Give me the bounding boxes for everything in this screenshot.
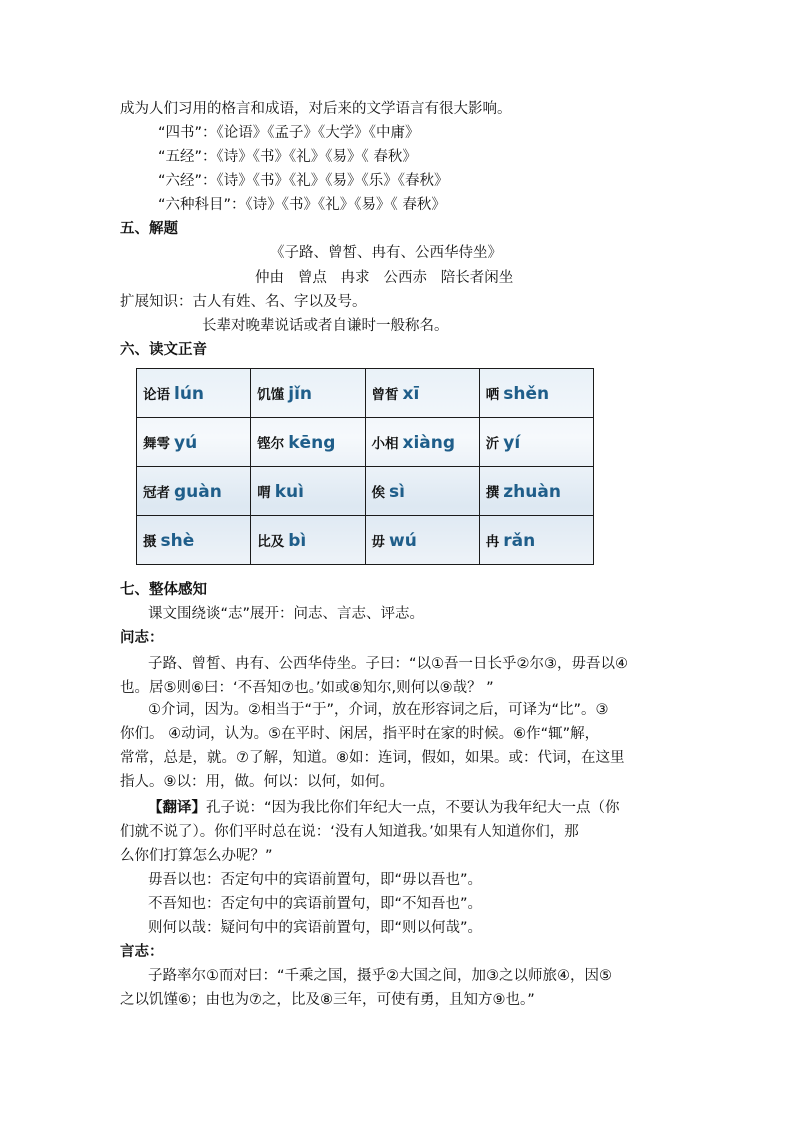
pinyin-cell: [365, 369, 479, 418]
section-heading-7: 七、整体感知: [120, 582, 207, 598]
word-pinyin: bì: [288, 530, 307, 551]
word-pinyin: sì: [389, 481, 405, 502]
four-books-line: “四书”：《论语》《孟子》《大学》《中庸》: [158, 125, 420, 141]
paragraph-line: 子路率尔①而对曰：“千乘之国，摄乎②大国之间，加③之以师旅④，因⑤: [148, 968, 613, 984]
word-pinyin: yí: [503, 432, 521, 453]
pinyin-row: [137, 516, 594, 565]
annotation-line: ①介词，因为。②相当于“于”，介词，放在形容词之后，可译为“比”。③: [148, 702, 609, 718]
pinyin-cell: [479, 516, 593, 565]
word-chars: 比及: [257, 533, 285, 550]
pinyin-row: [137, 467, 594, 516]
extension-knowledge-1: 扩展知识：古人有姓、名、字以及号。: [120, 294, 367, 310]
pinyin-cell: [479, 369, 593, 418]
grammar-note: 则何以哉：疑问句中的宾语前置句，即“则以何哉”。: [148, 920, 483, 936]
pinyin-cell: [479, 467, 593, 516]
word-pinyin: yú: [174, 432, 198, 453]
word-chars: 饥馑: [257, 386, 285, 403]
word-chars: 舞雩: [143, 435, 170, 452]
six-subjects-line: “六种科目”：《诗》《书》《礼》《易》《 春秋》: [158, 197, 446, 213]
word-chars: 小相: [371, 435, 399, 452]
word-chars: 撰: [485, 484, 500, 501]
word-pinyin: kēng: [288, 432, 336, 453]
word-pinyin: lún: [174, 383, 205, 404]
word-chars: 曾皙: [371, 386, 399, 403]
pinyin-cell: [251, 418, 365, 467]
word-chars: 哂: [485, 386, 500, 403]
pinyin-row: [137, 369, 594, 418]
pinyin-cell: [365, 516, 479, 565]
subheading-yanzhi: 言志：: [120, 944, 164, 960]
word-chars: 摄: [143, 533, 157, 550]
five-classics-line: “五经”：《诗》《书》《礼》《易》《 春秋》: [158, 149, 417, 165]
word-pinyin: zhuàn: [503, 481, 561, 502]
word-pinyin: shè: [160, 530, 195, 551]
word-chars: 论语: [143, 386, 170, 403]
grammar-note: 毋吾以也：否定句中的宾语前置句，即“毋以吾也”。: [148, 872, 483, 888]
word-chars: 铿尔: [257, 435, 285, 452]
section-heading-6: 六、读文正音: [120, 342, 207, 358]
pinyin-cell: [137, 467, 251, 516]
word-pinyin: shěn: [503, 383, 550, 404]
pinyin-cell: [365, 418, 479, 467]
translation-tag: 【翻译】: [148, 800, 206, 816]
word-chars: 沂: [485, 435, 500, 452]
word-pinyin: jǐn: [288, 383, 313, 404]
pinyin-cell: [251, 516, 365, 565]
word-chars: 喟: [257, 484, 271, 501]
translation-text: 孔子说：“因为我比你们年纪大一点，不要认为我年纪大一点（你: [206, 800, 620, 816]
text-title-line: 《子路、曾皙、冉有、公西华侍坐》: [270, 245, 502, 261]
grammar-note: 不吾知也：否定句中的宾语前置句，即“不知吾也”。: [148, 896, 483, 912]
six-classics-line: “六经”：《诗》《书》《礼》《易》《乐》《春秋》: [158, 173, 449, 189]
section-heading-5: 五、解题: [120, 221, 178, 237]
translation-line: [148, 798, 620, 818]
annotation-line: 你们。 ④动词，认为。⑤在平时、闲居，指平时在家的时候。⑥作“辄”解，: [120, 726, 600, 742]
paragraph-line: 也。居⑤则⑥曰：‘不吾知⑦也。’如或⑧知尔,则何以⑨哉？ ”: [120, 680, 494, 696]
word-pinyin: xiàng: [402, 432, 456, 453]
word-pinyin: rǎn: [503, 530, 536, 551]
pinyin-table: [136, 368, 594, 565]
pinyin-cell: [251, 467, 365, 516]
pinyin-cell: [251, 369, 365, 418]
pinyin-cell: [365, 467, 479, 516]
pinyin-cell: [137, 369, 251, 418]
annotation-line: 指人。⑨以：用，做。何以：以何，如何。: [120, 774, 394, 790]
word-pinyin: kuì: [274, 481, 304, 502]
extension-knowledge-2: 长辈对晚辈说话或者自谦时一般称名。: [202, 318, 449, 334]
word-pinyin: wú: [389, 530, 417, 551]
translation-line: 么你们打算怎么办呢？”: [120, 848, 273, 864]
word-chars: 冉: [485, 533, 500, 550]
word-pinyin: guàn: [174, 481, 222, 502]
text-line: 成为人们习用的格言和成语，对后来的文学语言有很大影响。: [120, 101, 512, 117]
pinyin-cell: [479, 418, 593, 467]
paragraph-line: 子路、曾皙、冉有、公西华侍坐。子曰：“以①吾一日长乎②尔③，毋吾以④: [148, 656, 629, 672]
pinyin-cell: [137, 516, 251, 565]
intro-line: 课文围绕谈“志”展开：问志、言志、评志。: [148, 606, 425, 622]
word-chars: 冠者: [143, 484, 170, 501]
pinyin-row: [137, 418, 594, 467]
names-line: 仲由 曾点 冉求 公西赤 陪长者闲坐: [255, 270, 514, 286]
word-chars: 俟: [371, 484, 385, 501]
word-pinyin: xī: [402, 383, 420, 404]
word-chars: 毋: [371, 533, 385, 550]
pinyin-cell: [137, 418, 251, 467]
subheading-wenzhi: 问志：: [120, 630, 164, 646]
annotation-line: 常常，总是，就。⑦了解，知道。⑧如：连词，假如，如果。或：代词，在这里: [120, 750, 625, 766]
translation-line: 们就不说了）。你们平时总在说：‘没有人知道我。’如果有人知道你们，那: [120, 824, 579, 840]
paragraph-line: 之以饥馑⑥；由也为⑦之，比及⑧三年，可使有勇，且知方⑨也。”: [120, 992, 535, 1008]
